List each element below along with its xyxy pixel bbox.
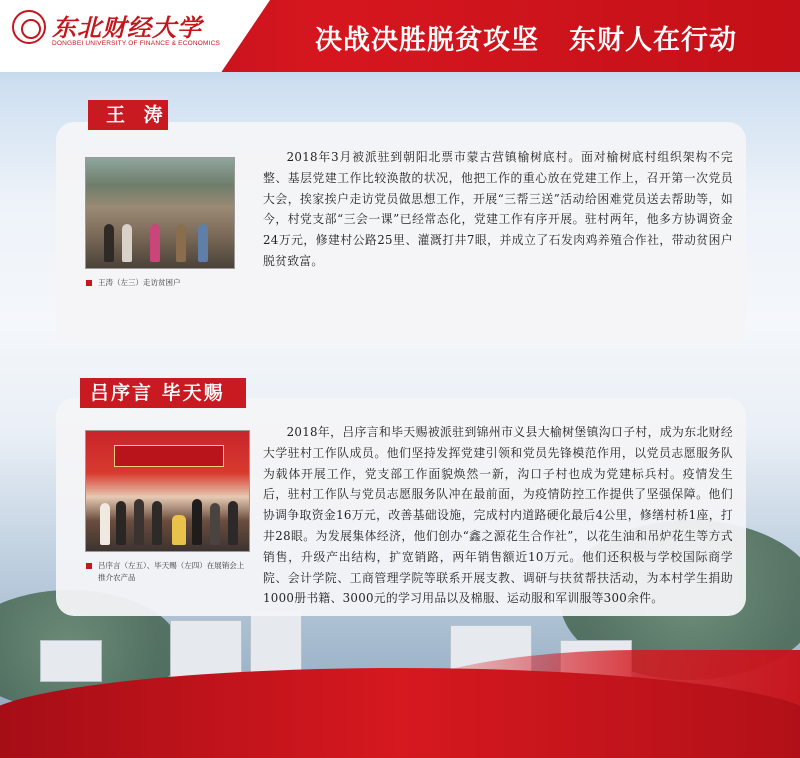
page-title-part1: 决战决胜脱贫攻坚 [315, 25, 539, 56]
photo-person [210, 503, 220, 545]
photo-product-box [172, 515, 186, 545]
header-banner [0, 0, 800, 72]
university-logo-english: DONGBEI UNIVERSITY OF FINANCE & ECONOMICS [52, 40, 221, 47]
person-name-tag: 吕序言 毕天赐 [80, 378, 246, 408]
photo-person [176, 224, 186, 262]
photo-person [150, 224, 160, 262]
photo-person [198, 224, 208, 262]
photo-caption: 王涛（左三）走访贫困户 [98, 278, 181, 287]
photo-person [104, 224, 114, 262]
photo-person [134, 499, 144, 545]
photo-person [152, 501, 162, 545]
photo-person [100, 503, 110, 545]
background-building [40, 640, 102, 682]
section-body-text: 2018年，吕序言和毕天赐被派驻到锦州市义县大榆树堡镇沟口子村，成为东北财经大学驻村工作队成员。他们坚持发挥党建引领和党员先锋模范作用，以党员志愿服务队为载体开展工作，党支部工作面貌焕然一新，沟口子村也成为党建标兵村。疫情发生后，驻村工作队与党员志愿服务队冲在最前面，为疫情防控工作提供了坚强保障。他们协调争取资金16万元，改善基础设施，完成村内道路硬化最后4公里，修缮村桥1座，打井28眼。为发展集体经济，他们创办“鑫之源花生合作社”，以花生油和吊炉花生等方式销售，升级产出结构，扩宽销路，两年销售额近10万元。他们还积极与学校国际商学院、会计学院、工商管理学院等联系开展支教、调研与扶贫帮扶活动，为本村学生捐助1000册书籍、3000元的学习用品以及棉服、运动服和军训服等300余件。 [263, 425, 733, 606]
page-title-part2: 东财人在行动 [569, 25, 737, 56]
photo-visit-household [85, 157, 235, 269]
photo-person [228, 501, 238, 545]
photo-banner [114, 445, 224, 467]
person-name-tag: 王 涛 [88, 100, 168, 130]
university-logo-text: 东北财经大学 [52, 13, 202, 42]
decorative-red-wave [0, 668, 800, 758]
university-seal-icon [12, 10, 46, 44]
caption-marker [86, 563, 92, 569]
caption-marker [86, 280, 92, 286]
photo-caption: 吕序言（左五）、毕天赐（左四）在展销会上推介农产品 [98, 561, 245, 582]
photo-person [192, 499, 202, 545]
photo-exhibition [85, 430, 250, 552]
photo-person [122, 224, 132, 262]
section-body-text: 2018年3月被派驻到朝阳北票市蒙古营镇榆树底村。面对榆树底村组织架构不完整、基层党建工作比较涣散的状况，他把工作的重心放在党建工作上，召开第一次党员大会，挨家挨户走访党员做思想工作，开展“三帮三送”活动给困难党员送去帮助等，如今，村党支部“三会一课”已经常态化，党建工作有序开展。驻村两年，他多方协调资金24万元，修建村公路25里、灌溉打井7眼，并成立了石发肉鸡养殖合作社，带动贫困户脱贫致富。 [263, 150, 733, 268]
page-title [315, 18, 737, 57]
photo-person [116, 501, 126, 545]
